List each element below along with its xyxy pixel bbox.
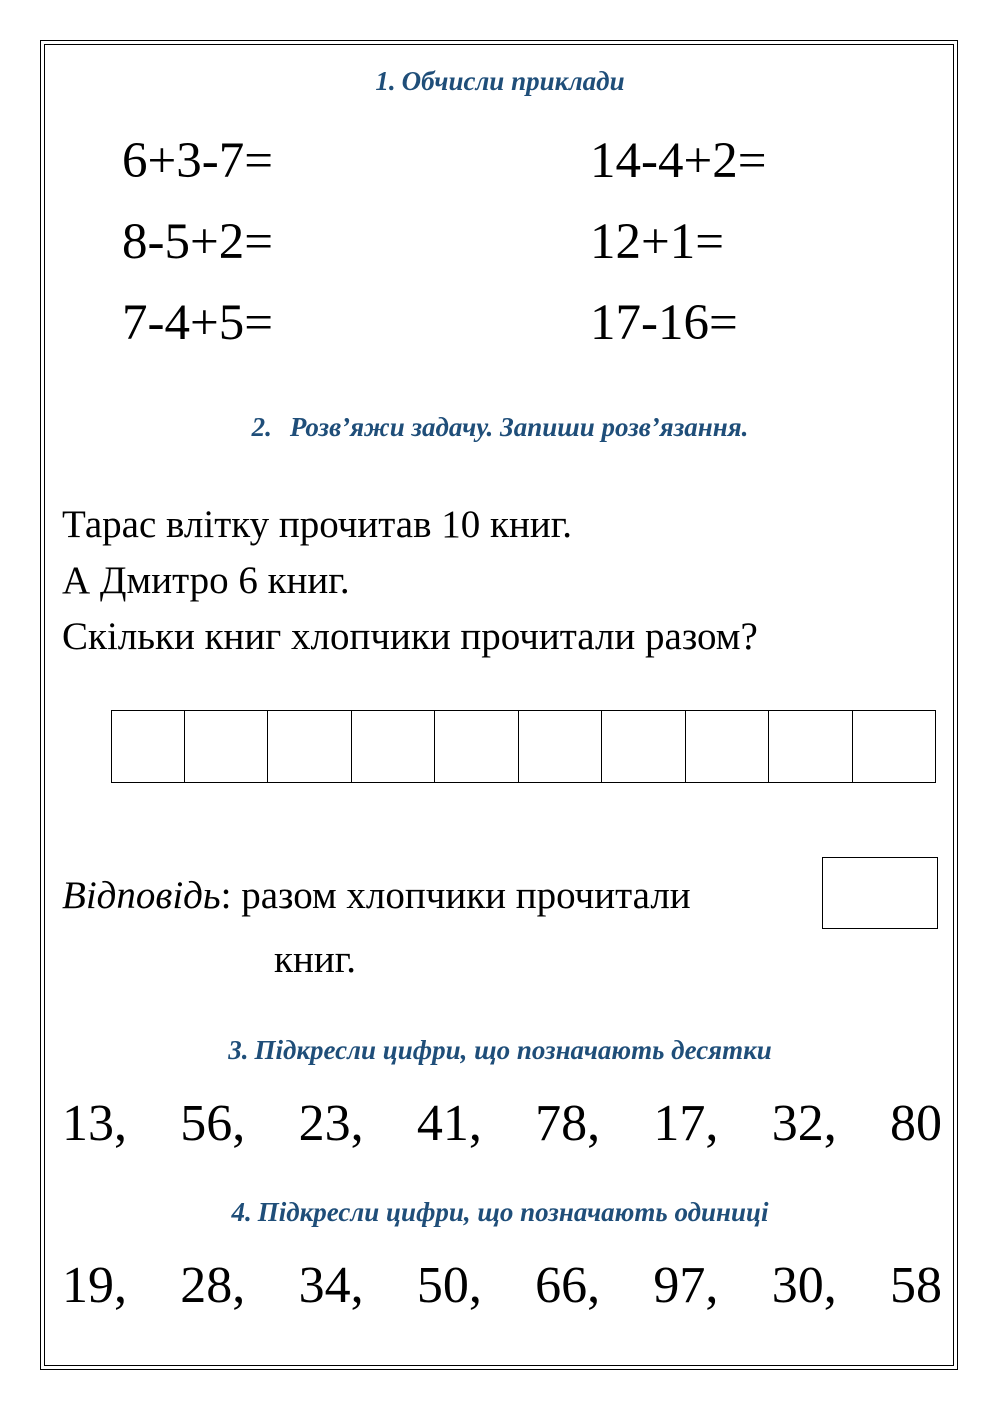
task4-number-item[interactable]: 58 xyxy=(889,1257,942,1314)
answer-unit: книг. xyxy=(274,938,357,981)
task3-number-item[interactable]: 41, xyxy=(416,1095,482,1152)
solution-cell[interactable] xyxy=(185,711,268,782)
task1-number: 1. xyxy=(375,66,396,96)
task3-number-item[interactable]: 56, xyxy=(180,1095,246,1152)
task4-number-item[interactable]: 34, xyxy=(298,1257,364,1314)
task4-number: 4. xyxy=(231,1197,252,1227)
problem-line-2: А Дмитро 6 книг. xyxy=(62,559,350,602)
task3-number-item[interactable]: 32, xyxy=(771,1095,837,1152)
answer-box[interactable] xyxy=(822,857,938,929)
task4-number-item[interactable]: 66, xyxy=(535,1257,601,1314)
solution-cell[interactable] xyxy=(519,711,602,782)
task1-expression-1: 6+3-7= xyxy=(122,133,274,189)
solution-cell[interactable] xyxy=(769,711,852,782)
task1-expression-4: 14-4+2= xyxy=(590,133,767,189)
solution-cell[interactable] xyxy=(853,711,935,782)
task1-title: Обчисли приклади xyxy=(401,66,625,96)
solution-cell[interactable] xyxy=(352,711,435,782)
task3-number-item[interactable]: 78, xyxy=(535,1095,601,1152)
answer-line xyxy=(62,876,691,915)
task4-title: Підкресли цифри, що позначають одиниці xyxy=(257,1197,769,1227)
task2-heading xyxy=(0,412,1000,443)
answer-label: Відповідь xyxy=(62,874,221,917)
task2-title: Розв’яжи задачу. Запиши розв’язання. xyxy=(289,412,749,442)
task4-number-row xyxy=(62,1257,942,1314)
task1-expression-2: 8-5+2= xyxy=(122,214,274,270)
answer-text: разом хлопчики прочитали xyxy=(241,874,691,917)
task1-expression-5: 12+1= xyxy=(590,214,725,270)
solution-cell[interactable] xyxy=(686,711,769,782)
task1-expression-3: 7-4+5= xyxy=(122,295,274,351)
task2-number: 2. xyxy=(251,412,272,442)
task3-heading xyxy=(0,1035,1000,1066)
task4-heading xyxy=(0,1197,1000,1228)
task3-number-item[interactable]: 80 xyxy=(889,1095,942,1152)
solution-cell[interactable] xyxy=(268,711,351,782)
solution-cell[interactable] xyxy=(602,711,685,782)
answer-colon: : xyxy=(220,874,232,917)
solution-cell[interactable] xyxy=(435,711,518,782)
task1-heading xyxy=(0,66,1000,97)
task4-number-item[interactable]: 97, xyxy=(653,1257,719,1314)
task1-expression-6: 17-16= xyxy=(590,295,738,351)
problem-line-1: Тарас влітку прочитав 10 книг. xyxy=(62,503,573,546)
task3-number: 3. xyxy=(228,1035,249,1065)
problem-line-3: Скільки книг хлопчики прочитали разом? xyxy=(62,615,758,658)
task3-number-item[interactable]: 17, xyxy=(653,1095,719,1152)
task3-number-row xyxy=(62,1095,942,1152)
task3-number-item[interactable]: 13, xyxy=(62,1095,127,1152)
task4-number-item[interactable]: 28, xyxy=(180,1257,246,1314)
task4-number-item[interactable]: 19, xyxy=(62,1257,127,1314)
solution-grid[interactable] xyxy=(111,710,936,783)
solution-cell[interactable] xyxy=(112,711,185,782)
task4-number-item[interactable]: 50, xyxy=(416,1257,482,1314)
task4-number-item[interactable]: 30, xyxy=(771,1257,837,1314)
task3-number-item[interactable]: 23, xyxy=(298,1095,364,1152)
task3-title: Підкресли цифри, що позначають десятки xyxy=(254,1035,772,1065)
